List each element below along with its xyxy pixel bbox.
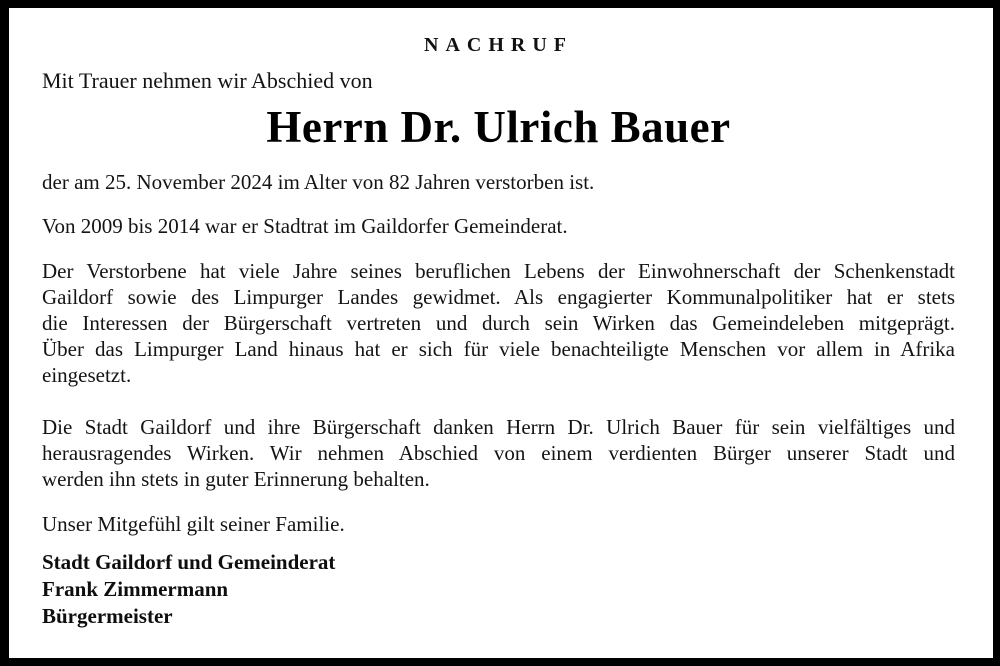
obituary-notice-page bbox=[9, 8, 993, 658]
signature-name: Frank Zimmermann bbox=[42, 577, 229, 601]
signature-title: Bürgermeister bbox=[42, 604, 173, 628]
council-service-line: Von 2009 bis 2014 war er Stadtrat im Gaildorfer Gemeinderat. bbox=[42, 214, 568, 238]
deceased-name-heading: Herrn Dr. Ulrich Bauer bbox=[266, 102, 731, 152]
obituary-content bbox=[9, 33, 993, 630]
thanks-paragraph-line: herausragendes Wirken. Wir nehmen Abschied von einem verdienten Bürger unserer Stadt und bbox=[42, 441, 955, 465]
signature-organization: Stadt Gaildorf und Gemeinderat bbox=[42, 550, 336, 574]
thanks-paragraph-line: werden ihn stets in guter Erinnerung behalten. bbox=[42, 467, 430, 491]
tribute-paragraph bbox=[42, 258, 955, 388]
tribute-paragraph-line: eingesetzt. bbox=[42, 363, 132, 387]
condolence-line: Unser Mitgefühl gilt seiner Familie. bbox=[42, 512, 345, 536]
thanks-paragraph-line: Die Stadt Gaildorf und ihre Bürgerschaft danken Herrn Dr. Ulrich Bauer für sein vielfältiges und bbox=[42, 415, 955, 439]
intro-line: Mit Trauer nehmen wir Abschied von bbox=[42, 68, 373, 93]
tribute-paragraph-line: Gaildorf sowie des Limpurger Landes gewidmet. Als engagierter Kommunalpolitiker hat er stets bbox=[42, 285, 955, 309]
signature-block bbox=[42, 549, 955, 630]
notice-kicker: NACHRUF bbox=[424, 34, 573, 56]
tribute-paragraph-line: die Interessen der Bürgerschaft vertreten und durch sein Wirken das Gemeindeleben mitgeprägt. bbox=[42, 311, 955, 335]
thanks-paragraph bbox=[42, 414, 955, 492]
tribute-paragraph-line: Über das Limpurger Land hinaus hat er sich für viele benachteiligte Menschen vor allem in Afrika bbox=[42, 337, 955, 361]
death-date-line: der am 25. November 2024 im Alter von 82 Jahren verstorben ist. bbox=[42, 170, 595, 194]
tribute-paragraph-line: Der Verstorbene hat viele Jahre seines beruflichen Lebens der Einwohnerschaft der Schenkenstadt bbox=[42, 259, 955, 283]
